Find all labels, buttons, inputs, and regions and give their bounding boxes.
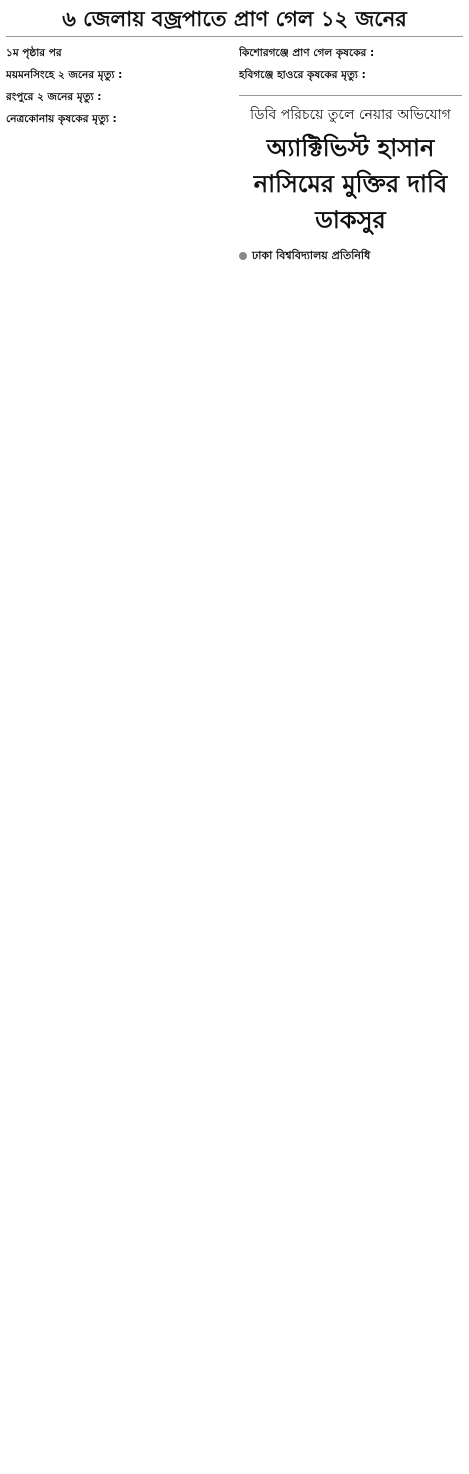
right-column bbox=[239, 43, 462, 268]
story2-byline bbox=[239, 246, 462, 266]
divider bbox=[239, 95, 462, 96]
columns bbox=[6, 43, 463, 268]
section-sub-rangpur: রংপুরে ২ জনের মৃত্যু : bbox=[6, 91, 102, 103]
section-sub-netrokona: নেত্রকোনায় কৃষকের মৃত্যু : bbox=[6, 113, 117, 125]
bullet-icon bbox=[239, 252, 247, 260]
section-sub-kishoreganj: কিশোরগঞ্জে প্রাণ গেল কৃষকের : bbox=[239, 47, 375, 59]
continued-label: ১ম পৃষ্ঠার পর bbox=[6, 47, 62, 59]
story2-kicker: ডিবি পরিচয়ে তুলে নেয়ার অভিযোগ bbox=[250, 107, 451, 123]
section-sub-mymensingh: ময়মনসিংহে ২ জনের মৃত্যু : bbox=[6, 69, 123, 81]
left-column bbox=[6, 43, 229, 268]
section-sub-habiganj: হবিগঞ্জে হাওরে কৃষকের মৃত্যু : bbox=[239, 69, 366, 81]
story2-headline: অ্যাক্টিভিস্ট হাসান নাসিমের মুক্তির দাবি ডাকসুর bbox=[253, 134, 448, 234]
headline: ৬ জেলায় বজ্রপাতে প্রাণ গেল ১২ জনের bbox=[6, 4, 463, 37]
byline-text: ঢাকা বিশ্ববিদ্যালয় প্রতিনিধি bbox=[252, 249, 371, 262]
